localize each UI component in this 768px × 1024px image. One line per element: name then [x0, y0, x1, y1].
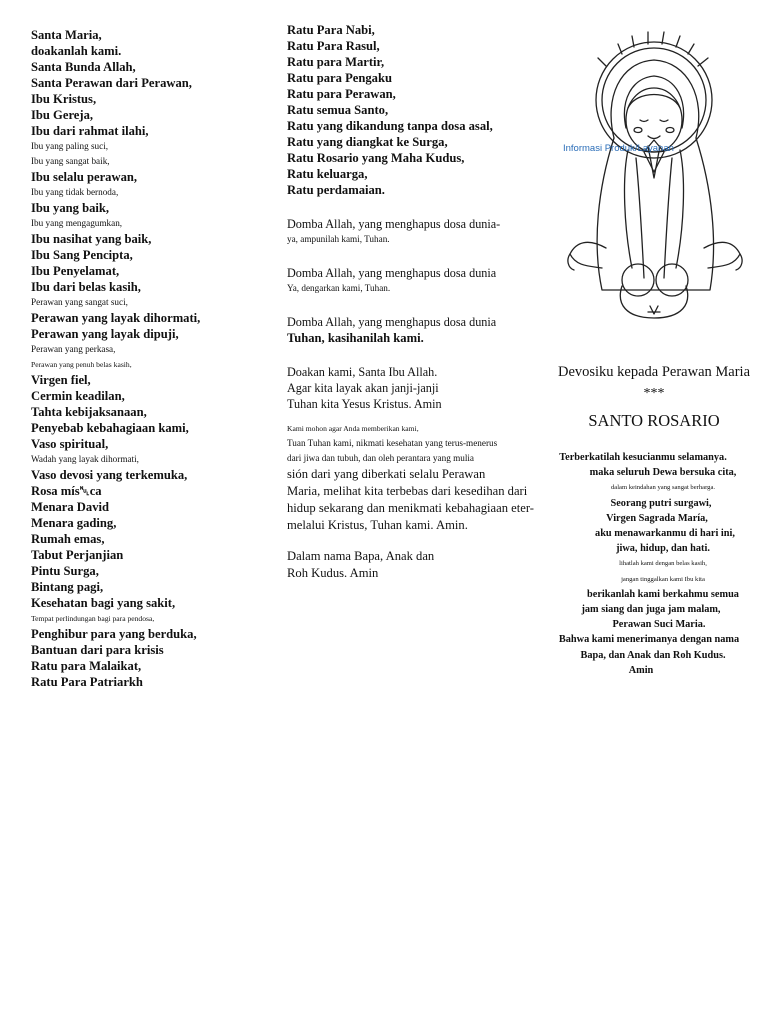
litany-line: Menara gading,	[31, 516, 117, 530]
litany-line: Kami mohon agar Anda memberikan kami,	[287, 424, 419, 433]
litany-line: Ratu para Martir,	[287, 55, 385, 69]
prayer-line: aku menawarkanmu di hari ini,	[595, 528, 735, 540]
litany-line: Ibu Kristus,	[31, 92, 97, 106]
prayer-line: lihatlah kami dengan belas kasih,	[619, 560, 707, 568]
litany-line: Ratu yang dikandung tanpa dosa asal,	[287, 119, 493, 133]
litany-line: Ibu yang tidak bernoda,	[31, 187, 119, 197]
litany-line: Santa Bunda Allah,	[31, 60, 136, 74]
litany-line: Ibu yang paling suci,	[31, 141, 109, 151]
litany-line: Vaso spiritual,	[31, 437, 109, 451]
litany-line: Ratu Rosario yang Maha Kudus,	[287, 151, 465, 165]
litany-line: Vaso devosi yang terkemuka,	[31, 468, 188, 482]
litany-line: Roh Kudus. Amin	[287, 566, 379, 580]
prayer-line: jangan tinggalkan kami Ibu kita	[621, 575, 705, 583]
litany-line: Santa Maria,	[31, 28, 102, 42]
virgin-mary-illustration	[562, 28, 748, 324]
spacer	[287, 346, 537, 364]
litany-line: Bantuan dari para krisis	[31, 643, 164, 657]
title-block	[548, 362, 760, 431]
litany-line: Ratu yang diangkat ke Surga,	[287, 135, 448, 149]
prayer-line: Seorang putri surgawi,	[610, 497, 712, 509]
title-separator: ***	[643, 386, 665, 401]
litany-line: Virgen fiel,	[31, 373, 91, 387]
litany-line: Ratu para Malaikat,	[31, 659, 142, 673]
litany-line: Penyebab kebahagiaan kami,	[31, 421, 189, 435]
prayer-line: Terberkatilah kesucianmu selamanya.	[559, 452, 727, 463]
litany-line: Ratu Para Patriarkh	[31, 675, 143, 689]
litany-line: Rosa mís␀ca	[31, 484, 102, 498]
litany-line: Ratu para Pengaku	[287, 71, 392, 85]
litany-line: Pintu Surga,	[31, 564, 99, 578]
prayer-line: jam siang dan juga jam malam,	[581, 604, 721, 616]
litany-line: Ibu Gereja,	[31, 108, 94, 122]
litany-column-middle	[287, 22, 537, 582]
litany-line: Domba Allah, yang menghapus dosa dunia	[287, 266, 497, 280]
litany-line: Doakan kami, Santa Ibu Allah.	[287, 365, 438, 379]
litany-line: Perawan yang layak dihormati,	[31, 311, 201, 325]
prayer-line: Perawan Suci Maria.	[612, 619, 706, 631]
litany-line: melalui Kristus, Tuhan kami. Amin.	[287, 518, 468, 532]
prayer-line: Virgen Sagrada María,	[606, 512, 708, 524]
litany-line: Perawan yang perkasa,	[31, 344, 116, 354]
litany-line: Dalam nama Bapa, Anak dan	[287, 549, 435, 563]
litany-line: Ratu Para Rasul,	[287, 39, 380, 53]
litany-column-left	[31, 27, 271, 690]
litany-line: Perawan yang penuh belas kasih,	[31, 360, 132, 369]
litany-line: Domba Allah, yang menghapus dosa dunia	[287, 315, 497, 329]
litany-line: Perawan yang layak dipuji,	[31, 327, 179, 341]
litany-line: Kesehatan bagi yang sakit,	[31, 596, 176, 610]
litany-line: Tempat perlindungan bagi para pendosa,	[31, 614, 155, 623]
prayer-line: Bapa, dan Anak dan Roh Kudus.	[580, 649, 726, 661]
litany-line: ya, ampunilah kami, Tuhan.	[287, 234, 390, 244]
litany-line: Cermin keadilan,	[31, 389, 125, 403]
litany-line: Ratu keluarga,	[287, 167, 368, 181]
consecration-prayer	[548, 450, 766, 678]
litany-line: Domba Allah, yang menghapus dosa dunia-	[287, 217, 501, 231]
spacer	[287, 412, 537, 421]
litany-line: Tahta kebijaksanaan,	[31, 405, 147, 419]
litany-line: Penghibur para yang berduka,	[31, 627, 197, 641]
rosary-title: SANTO ROSARIO	[588, 411, 720, 430]
litany-line: Ibu yang sangat baik,	[31, 156, 110, 166]
prayer-line: maka seluruh Dewa bersuka cita,	[589, 467, 737, 479]
litany-line: Agar kita layak akan janji-janji	[287, 381, 439, 395]
litany-line: Ibu yang baik,	[31, 201, 110, 215]
litany-line: Tabut Perjanjian	[31, 548, 124, 562]
litany-line: Maria, melihat kita terbebas dari kesedihan dari	[287, 484, 528, 498]
litany-line: Ratu para Perawan,	[287, 87, 396, 101]
litany-line: Ratu perdamaian.	[287, 183, 385, 197]
prayer-line: dalam keindahan yang sangat berharga.	[610, 484, 716, 492]
litany-line: Ratu Para Nabi,	[287, 23, 375, 37]
litany-line: Ibu yang mengagumkan,	[31, 218, 123, 228]
litany-line: Bintang pagi,	[31, 580, 104, 594]
prayer-line: berikanlah kami berkahmu semua	[587, 588, 739, 600]
litany-line: Tuhan, kasihanilah kami.	[287, 331, 424, 345]
litany-line: Ibu Penyelamat,	[31, 264, 120, 278]
litany-line: Ibu nasihat yang baik,	[31, 232, 152, 246]
prayer-line: Bahwa kami menerimanya dengan nama	[558, 634, 740, 646]
litany-line: dari jiwa dan tubuh, dan oleh perantara yang mulia	[287, 453, 475, 463]
spacer	[287, 198, 537, 216]
litany-line: hidup sekarang dan menikmati kebahagiaan eter-	[287, 501, 534, 515]
litany-line: Ibu dari belas kasih,	[31, 280, 141, 294]
litany-line: Ibu selalu perawan,	[31, 170, 138, 184]
litany-line: Ibu dari rahmat ilahi,	[31, 124, 149, 138]
litany-line: Ya, dengarkan kami, Tuhan.	[287, 283, 391, 293]
litany-line: Perawan yang sangat suci,	[31, 297, 128, 307]
litany-line: Tuan Tuhan kami, nikmati kesehatan yang terus-menerus	[287, 438, 498, 448]
litany-line: Santa Perawan dari Perawan,	[31, 76, 192, 90]
prayer-line: jiwa, hidup, dan hati.	[616, 543, 710, 555]
devotion-title: Devosiku kepada Perawan Maria	[557, 364, 751, 380]
spacer	[287, 296, 537, 314]
litany-line: Ibu Sang Pencipta,	[31, 248, 133, 262]
litany-line: Tuhan kita Yesus Kristus. Amin	[287, 397, 442, 411]
prayer-line: Amin	[628, 664, 654, 676]
litany-line: Ratu semua Santo,	[287, 103, 389, 117]
litany-line: sión dari yang diberkati selalu Perawan	[287, 467, 486, 481]
litany-line: Rumah emas,	[31, 532, 105, 546]
litany-line: doakanlah kami.	[31, 44, 122, 58]
spacer	[287, 247, 537, 265]
litany-line: Wadah yang layak dihormati,	[31, 454, 139, 464]
spacer	[287, 534, 537, 548]
product-info-link[interactable]: Informasi Produk/Layanan	[563, 143, 674, 154]
litany-line: Menara David	[31, 500, 110, 514]
